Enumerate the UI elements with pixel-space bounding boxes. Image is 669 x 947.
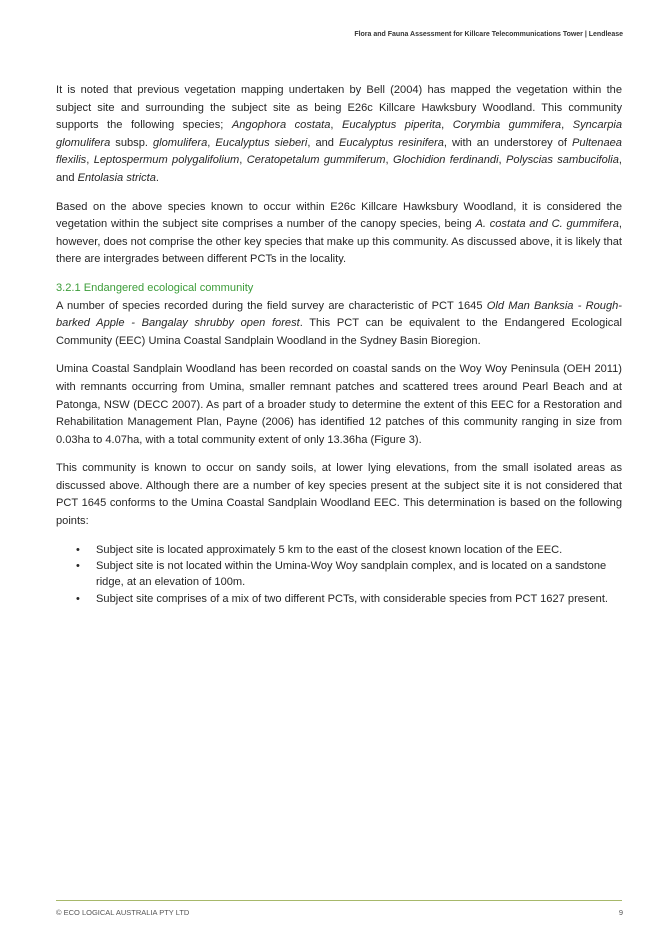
italic-text: Entolasia stricta [77,171,156,184]
paragraph: A number of species recorded during the field survey are characteristic of PCT 1645 Old Man Banksia - Rough-barked Apple - Bangalay shrubby open forest. This PCT can be equivalent to the Endangered Ecological Community (EEC) Umina Coastal Sandplain Woodland in the Sydney Basin Bioregion. [56,299,622,347]
list-item: • Subject site is located approximately 5 km to the east of the closest known location of the EEC. [96,542,622,558]
list-item: • Subject site is not located within the Umina-Woy Woy sandplain complex, and is located on a sandstone ridge, at an elevation of 100m. [96,558,622,591]
italic-text: glomulifera [153,136,208,149]
paragraph: This community is known to occur on sandy soils, at lower lying elevations, from the small isolated areas as discussed above. Although there are a number of key species present at the subject site it is not considered that PCT 1645 conforms to the Umina Coastal Sandplain Woodland EEC. This determination is based on the following points: [56,462,622,528]
italic-text: Pultenaea flexilis [56,136,622,167]
italic-text: Ceratopetalum gummiferum [246,154,386,167]
list-item: • Subject site comprises of a mix of two different PCTs, with considerable species from PCT 1627 present. [96,591,622,607]
italic-text: Polyscias sambucifolia [506,154,619,167]
bullet-list [56,542,622,608]
paragraph: It is noted that previous vegetation mapping undertaken by Bell (2004) has mapped the vegetation within the subject site and surrounding the subject site as being E26c Killcare Hawksbury Woodland. This community supports the following species; Angophora costata, Eucalyptus piperita, Corymbia gummifera, Syncarpia glomulifera subsp. glomulifera, Eucalyptus sieberi, and Eucalyptus resinifera, with an understorey of Pultenaea flexilis, Leptospermum polygalifolium, Ceratopetalum gummiferum, Glochidion ferdinandi, Polyscias sambucifolia, and Entolasia stricta. [56,84,623,184]
italic-text: Syncarpia glomulifera [56,119,623,149]
italic-text: Old Man Banksia - Rough-barked Apple - Bangalay shrubby open forest [56,299,622,330]
italic-text: Eucalyptus resinifera [338,136,444,149]
document-body [56,82,622,607]
italic-text: Angophora costata [231,119,331,132]
footer-rule [56,900,622,901]
page-number: 9 [618,908,623,917]
footer-copyright: © ECO LOGICAL AUSTRALIA PTY LTD [56,908,190,917]
paragraph: Based on the above species known to occur within E26c Killcare Hawksbury Woodland, it is considered the vegetation within the subject site comprises a number of the canopy species, being A. costata and C. gummifera, however, does not comprise the other key species that make up this community. As discussed above, it is likely that there are intergrades between different PCTs in the locality. [56,200,622,266]
italic-text: A. costata and C. gummifera [475,218,619,231]
italic-text: Leptospermum polygalifolium [93,154,240,167]
paragraph: Umina Coastal Sandplain Woodland has been recorded on coastal sands on the Woy Woy Peninsula (OEH 2011) with remnants occurring from Umina, smaller remnant patches and scattered trees around Pearl Beach and at Patonga, NSW (DECC 2007). As part of a broader study to determine the extent of this EEC for a Restoration and Rehabilitation Management Plan, Payne (2006) has identified 12 patches of this community ranging in size from 0.03ha to 4.07ha, with a total community extent of only 13.36ha (Figure 3). [56,363,622,446]
italic-text: Eucalyptus piperita [341,119,442,132]
running-header: Flora and Fauna Assessment for Killcare Telecommunications Tower | Lendlease [354,31,623,38]
italic-text: Glochidion ferdinandi [393,154,499,167]
italic-text: Eucalyptus sieberi [215,136,308,149]
section-heading: 3.2.1 Endangered ecological community [56,281,254,294]
italic-text: Corymbia gummifera [452,119,562,132]
